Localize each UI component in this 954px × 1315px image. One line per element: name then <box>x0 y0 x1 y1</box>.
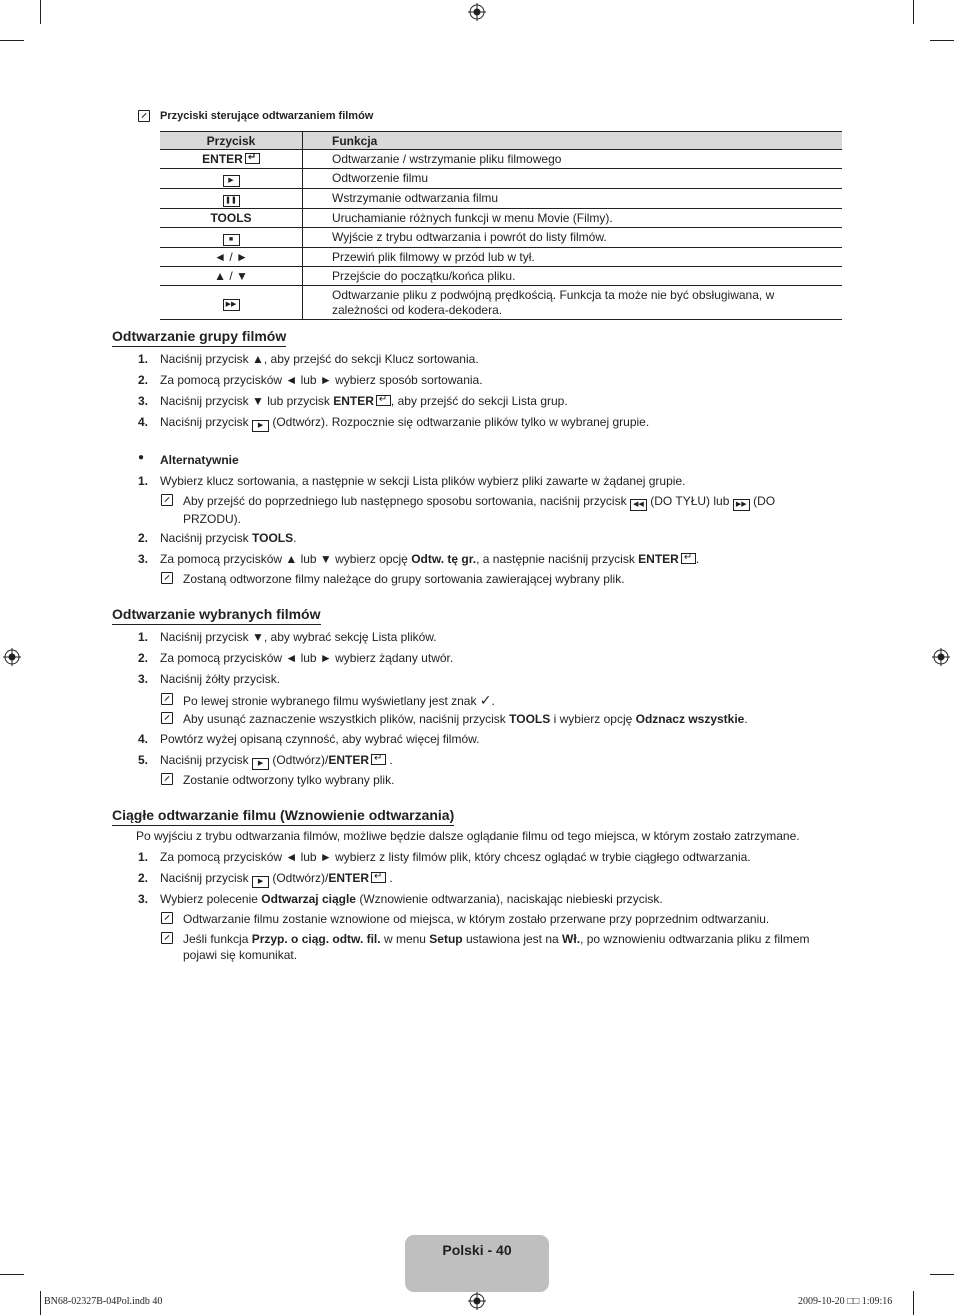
list-item <box>160 415 842 432</box>
option-label: Odtw. tę gr. <box>411 552 477 566</box>
table-header-row <box>160 132 842 150</box>
note-text <box>183 692 823 709</box>
text: , a następnie naciśnij przycisk <box>476 552 639 566</box>
list-number: 4. <box>138 415 149 429</box>
column-header-button: Przycisk <box>160 132 303 150</box>
text: Naciśnij przycisk <box>160 871 253 885</box>
list-item <box>160 531 842 546</box>
fast-forward-icon: ▶▶ <box>223 299 240 311</box>
registration-mark-icon <box>468 3 486 21</box>
text: . <box>744 712 748 726</box>
option-label: Odtwarzaj ciągle <box>261 892 356 906</box>
text: (Wznowienie odtwarzania), naciskając niebieski przycisk. <box>355 892 663 906</box>
table-cell-function: Odtworzenie filmu <box>303 169 843 189</box>
note-text <box>183 711 823 727</box>
list-item: Powtórz wyżej opisaną czynność, aby wybrać więcej filmów. <box>160 732 480 746</box>
note-text: Zostanie odtworzony tylko wybrany plik. <box>183 773 395 787</box>
enter-label: ENTER <box>333 394 374 408</box>
text: ustawiona jest na <box>462 932 563 946</box>
list-number: 4. <box>138 732 149 746</box>
list-item <box>160 871 842 888</box>
text: . <box>695 552 700 566</box>
menu-label: Setup <box>429 932 463 946</box>
enter-label: ENTER <box>638 552 679 566</box>
text: w menu <box>380 932 430 946</box>
section-intro: Po wyjściu z trybu odtwarzania filmów, możliwe będzie dalsze oglądanie filmu od tego miejsca, w którym zostało zatrzymane. <box>136 829 800 843</box>
enter-icon <box>371 754 386 765</box>
crop-mark <box>930 1274 954 1275</box>
list-number: 5. <box>138 753 149 767</box>
play-icon: ▶ <box>252 876 269 888</box>
enter-icon <box>371 872 386 883</box>
list-number: 3. <box>138 672 149 686</box>
table-row <box>160 286 842 320</box>
list-number: 2. <box>138 373 149 387</box>
registration-mark-icon <box>3 648 21 666</box>
table-cell-button <box>160 169 303 189</box>
list-item: Naciśnij przycisk ▼, aby wybrać sekcję Lista plików. <box>160 630 437 644</box>
table-row <box>160 248 842 267</box>
list-item <box>160 892 842 907</box>
table-cell-button: TOOLS <box>160 209 303 228</box>
text: (Odtwórz)/ <box>269 753 329 767</box>
list-number: 2. <box>138 871 149 885</box>
section-heading: Odtwarzanie grupy filmów <box>112 328 286 347</box>
text: Naciśnij przycisk <box>160 415 253 429</box>
list-item <box>160 394 842 409</box>
table-cell-function: Odtwarzanie pliku z podwójną prędkością. Funkcja ta może nie być obsługiwana, w zależności od kodera-dekodera. <box>303 286 843 320</box>
table-row <box>160 189 842 209</box>
table-cell-button <box>160 150 303 169</box>
controls-table <box>160 131 842 320</box>
table-cell-function: Wstrzymanie odtwarzania filmu <box>303 189 843 209</box>
list-number: 2. <box>138 531 149 545</box>
table-cell-button <box>160 228 303 248</box>
section-heading: Ciągłe odtwarzanie filmu (Wznowienie odtwarzania) <box>112 807 454 826</box>
text: (DO TYŁU) lub <box>646 494 733 508</box>
note-icon <box>161 773 173 785</box>
crop-mark <box>0 40 24 41</box>
crop-mark <box>913 0 914 24</box>
note-text <box>183 931 823 963</box>
list-item: Za pomocą przycisków ◄ lub ► wybierz żądany utwór. <box>160 651 454 665</box>
note-text <box>183 493 808 527</box>
slug-right: 2009-10-20 □□ 1:09:16 <box>798 1296 893 1307</box>
text: . <box>386 871 393 885</box>
tools-label: TOOLS <box>252 531 294 545</box>
stop-icon: ■ <box>223 234 240 246</box>
list-item: Za pomocą przycisków ◄ lub ► wybierz z listy filmów plik, który chcesz oglądać w trybie ciągłego odtwarzania. <box>160 850 751 864</box>
note-icon <box>161 494 173 506</box>
registration-mark-icon <box>468 1292 486 1310</box>
enter-label: ENTER <box>202 151 243 166</box>
note-icon <box>161 932 173 944</box>
registration-mark-icon <box>932 648 950 666</box>
crop-mark <box>913 1291 914 1315</box>
enter-icon <box>245 153 260 164</box>
text: . <box>491 694 495 708</box>
bullet: ● <box>138 452 145 463</box>
crop-mark <box>40 1291 41 1315</box>
note-icon <box>161 693 173 705</box>
text: Aby usunąć zaznaczenie wszystkich plików, naciśnij przycisk <box>183 712 510 726</box>
note-icon <box>138 110 150 122</box>
section-heading: Odtwarzanie wybranych filmów <box>112 606 321 625</box>
table-row <box>160 150 842 169</box>
text: Jeśli funkcja <box>183 932 252 946</box>
table-row <box>160 267 842 286</box>
list-item: Naciśnij żółty przycisk. <box>160 672 281 686</box>
table-cell-button: ◄ / ► <box>160 248 303 267</box>
list-item <box>160 753 842 770</box>
option-label: Odznacz wszystkie <box>635 712 745 726</box>
crop-mark <box>40 0 41 24</box>
table-cell-function: Przewiń plik filmowy w przód lub w tył. <box>303 248 843 267</box>
note-icon <box>161 912 173 924</box>
enter-icon <box>681 553 696 564</box>
list-item: Naciśnij przycisk ▲, aby przejść do sekcji Klucz sortowania. <box>160 352 479 366</box>
list-number: 1. <box>138 630 149 644</box>
table-row <box>160 209 842 228</box>
list-number: 3. <box>138 892 149 906</box>
table-cell-button <box>160 286 303 320</box>
text: Naciśnij przycisk ▼ lub przycisk <box>160 394 334 408</box>
text: Za pomocą przycisków ▲ lub ▼ wybierz opcję <box>160 552 412 566</box>
note-title: Przyciski sterujące odtwarzaniem filmów <box>160 110 374 122</box>
play-icon: ▶ <box>252 758 269 770</box>
text: , aby przejść do sekcji Lista grup. <box>390 394 568 408</box>
list-number: 3. <box>138 394 149 408</box>
slug-left: BN68-02327B-04Pol.indb 40 <box>44 1296 163 1307</box>
list-item <box>160 552 842 567</box>
text: (Odtwórz)/ <box>269 871 329 885</box>
checkmark-icon: ✓ <box>479 692 492 708</box>
value-label: Wł. <box>562 932 581 946</box>
note-text: Zostaną odtworzone filmy należące do grupy sortowania zawierającej wybrany plik. <box>183 572 625 586</box>
text: (Odtwórz). Rozpocznie się odtwarzanie plików tylko w wybranej grupie. <box>269 415 650 429</box>
list-number: 2. <box>138 651 149 665</box>
list-number: 3. <box>138 552 149 566</box>
list-number: 1. <box>138 850 149 864</box>
table-row <box>160 228 842 248</box>
text: Naciśnij przycisk <box>160 531 253 545</box>
note-icon <box>161 712 173 724</box>
note-text: Odtwarzanie filmu zostanie wznowione od miejsca, w którym zostało przerwane przy poprzednim odtwarzaniu. <box>183 912 770 926</box>
table-cell-function: Uruchamianie różnych funkcji w menu Movie (Filmy). <box>303 209 843 228</box>
text: . <box>386 753 393 767</box>
text: (DO PRZODU). <box>183 494 776 526</box>
enter-label: ENTER <box>328 871 370 885</box>
table-cell-button <box>160 189 303 209</box>
text: Wybierz polecenie <box>160 892 262 906</box>
text: Aby przejść do poprzedniego lub następnego sposobu sortowania, naciśnij przycisk <box>183 494 630 508</box>
table-cell-function: Odtwarzanie / wstrzymanie pliku filmowego <box>303 150 843 169</box>
table-cell-function: Wyjście z trybu odtwarzania i powrót do listy filmów. <box>303 228 843 248</box>
text: Po lewej stronie wybranego filmu wyświetlany jest znak <box>183 694 480 708</box>
play-icon: ▶ <box>223 175 240 187</box>
fast-forward-icon: ▶▶ <box>733 499 750 511</box>
enter-label: ENTER <box>328 753 370 767</box>
list-item: Za pomocą przycisków ◄ lub ► wybierz sposób sortowania. <box>160 373 483 387</box>
table-cell-button: ▲ / ▼ <box>160 267 303 286</box>
list-number: 1. <box>138 474 149 488</box>
list-number: 1. <box>138 352 149 366</box>
text: i wybierz opcję <box>550 712 636 726</box>
play-icon: ▶ <box>252 420 269 432</box>
enter-icon <box>376 395 391 406</box>
crop-mark <box>930 40 954 41</box>
pause-icon: ❚❚ <box>223 195 240 207</box>
column-header-function: Funkcja <box>303 132 843 150</box>
bullet-label: Alternatywnie <box>160 453 239 467</box>
table-cell-function: Przejście do początku/końca pliku. <box>303 267 843 286</box>
page-number: Polski - 40 <box>442 1242 512 1258</box>
option-label: Przyp. o ciąg. odtw. fil. <box>251 932 381 946</box>
crop-mark <box>0 1274 24 1275</box>
note-icon <box>161 572 173 584</box>
text: . <box>293 531 297 545</box>
text: Naciśnij przycisk <box>160 753 253 767</box>
rewind-icon: ◀◀ <box>630 499 647 511</box>
table-row <box>160 169 842 189</box>
text: , po wznowieniu odtwarzania pliku z filmem pojawi się komunikat. <box>183 932 810 962</box>
list-item: Wybierz klucz sortowania, a następnie w sekcji Lista plików wybierz pliki zawarte w żądanej grupie. <box>160 474 686 488</box>
tools-label: TOOLS <box>509 712 551 726</box>
